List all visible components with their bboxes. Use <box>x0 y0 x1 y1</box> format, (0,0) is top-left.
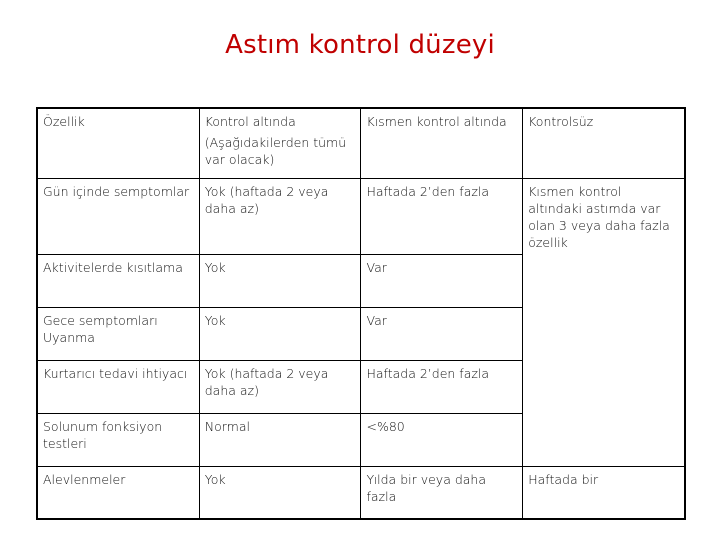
header-cell <box>199 108 361 178</box>
table-cell: Solunum fonksiyon testleri <box>37 414 199 467</box>
table-cell: Yok (haftada 2 veya daha az) <box>199 361 361 414</box>
table-cell <box>523 308 685 361</box>
table-row <box>37 308 685 361</box>
table-row <box>37 414 685 467</box>
table-cell: Normal <box>199 414 361 467</box>
table-cell: Kısmen kontrol altındaki astımda var olan 3 veya daha fazla özellik <box>523 178 685 255</box>
asthma-control-table <box>36 107 686 520</box>
table-cell: Haftada 2’den fazla <box>361 361 523 414</box>
table-cell: Gün içinde semptomlar <box>37 178 199 255</box>
table-header-row <box>37 108 685 178</box>
table-cell: Gece semptomları Uyanma <box>37 308 199 361</box>
table-cell: Yılda bir veya daha fazla <box>361 467 523 519</box>
table-cell <box>523 255 685 308</box>
header-sublabel: (Aşağıdakilerden tümü var olacak) <box>204 135 347 167</box>
table-cell: Kurtarıcı tedavi ihtiyacı <box>37 361 199 414</box>
table-cell: Yok <box>199 255 361 308</box>
table-cell <box>523 414 685 467</box>
table-cell: Haftada bir <box>523 467 685 519</box>
table-cell: Yok (haftada 2 veya daha az) <box>199 178 361 255</box>
table-row <box>37 178 685 255</box>
header-cell: Özellik <box>37 108 199 178</box>
table-cell: Haftada 2’den fazla <box>361 178 523 255</box>
table-cell: Aktivitelerde kısıtlama <box>37 255 199 308</box>
header-cell: Kontrolsüz <box>523 108 685 178</box>
page-title: Astım kontrol düzeyi <box>225 30 495 60</box>
table-row <box>37 467 685 519</box>
table-row <box>37 361 685 414</box>
table-cell: Yok <box>199 308 361 361</box>
table-cell: Alevlenmeler <box>37 467 199 519</box>
table-cell: Var <box>361 308 523 361</box>
table-row <box>37 255 685 308</box>
table-cell: <%80 <box>361 414 523 467</box>
table-cell: Yok <box>199 467 361 519</box>
header-cell: Kısmen kontrol altında <box>361 108 523 178</box>
table-cell <box>523 361 685 414</box>
table-cell: Var <box>361 255 523 308</box>
header-label: Kontrol altında <box>204 114 296 129</box>
